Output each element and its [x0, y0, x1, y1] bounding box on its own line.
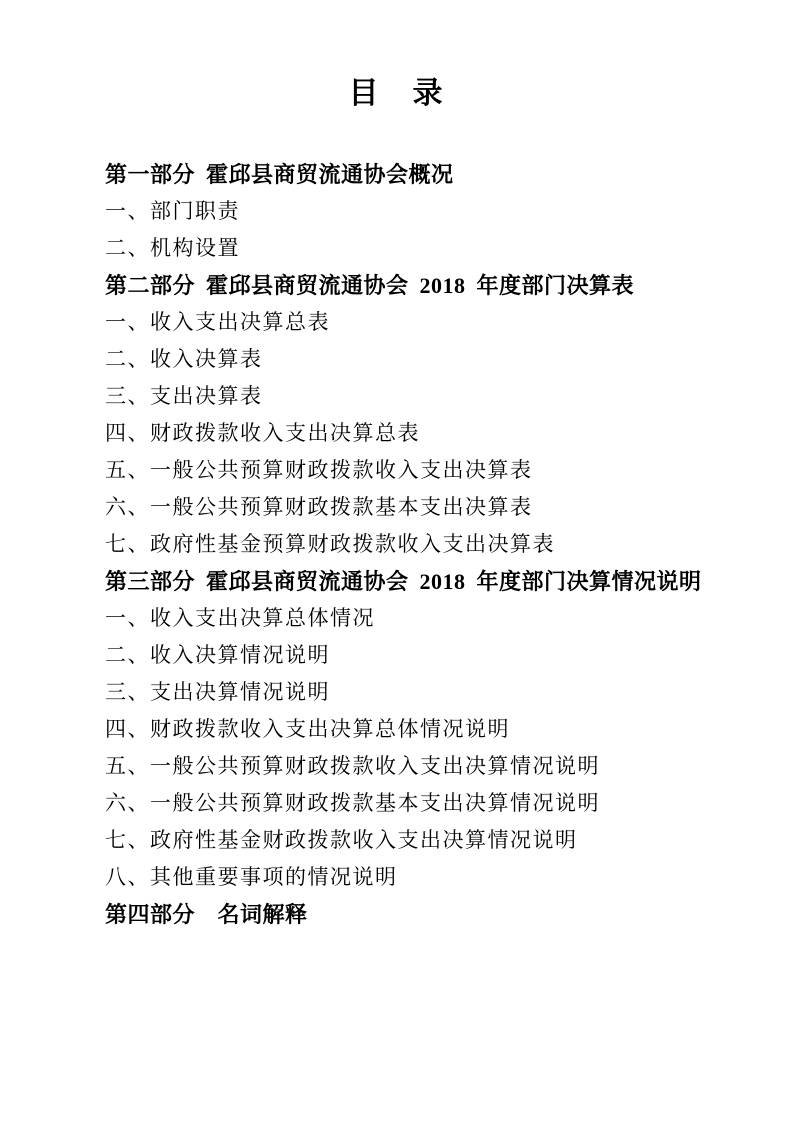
- toc-item: 二、收入决算表: [105, 347, 263, 371]
- toc-item: 五、一般公共预算财政拨款收入支出决算情况说明: [105, 754, 600, 778]
- table-of-contents: [105, 156, 713, 933]
- toc-item: 八、其他重要事项的情况说明: [105, 865, 398, 889]
- toc-section-heading-part4: 第四部分 名词解释: [105, 902, 308, 927]
- toc-item: 一、收入支出决算总体情况: [105, 606, 375, 630]
- toc-item: 四、财政拨款收入支出决算总表: [105, 421, 420, 445]
- toc-section-heading-part1: 第一部分 霍邱县商贸流通协会概况: [105, 162, 454, 187]
- toc-item: 五、一般公共预算财政拨款收入支出决算表: [105, 458, 533, 482]
- toc-item: 七、政府性基金财政拨款收入支出决算情况说明: [105, 828, 578, 852]
- toc-item: 七、政府性基金预算财政拨款收入支出决算表: [105, 532, 555, 556]
- toc-item: 六、一般公共预算财政拨款基本支出决算表: [105, 495, 533, 519]
- toc-item: 三、支出决算表: [105, 384, 263, 408]
- toc-item: 四、财政拨款收入支出决算总体情况说明: [105, 717, 510, 741]
- toc-item: 二、机构设置: [105, 236, 240, 260]
- toc-item: 一、部门职责: [105, 199, 240, 223]
- toc-item: 三、支出决算情况说明: [105, 680, 330, 704]
- toc-section-heading-part2: 第二部分 霍邱县商贸流通协会 2018 年度部门决算表: [105, 273, 635, 298]
- page-title: 目 录: [348, 77, 445, 110]
- toc-item: 二、收入决算情况说明: [105, 643, 330, 667]
- toc-item: 六、一般公共预算财政拨款基本支出决算情况说明: [105, 791, 600, 815]
- toc-section-heading-part3: 第三部分 霍邱县商贸流通协会 2018 年度部门决算情况说明: [105, 569, 702, 594]
- toc-item: 一、收入支出决算总表: [105, 310, 330, 334]
